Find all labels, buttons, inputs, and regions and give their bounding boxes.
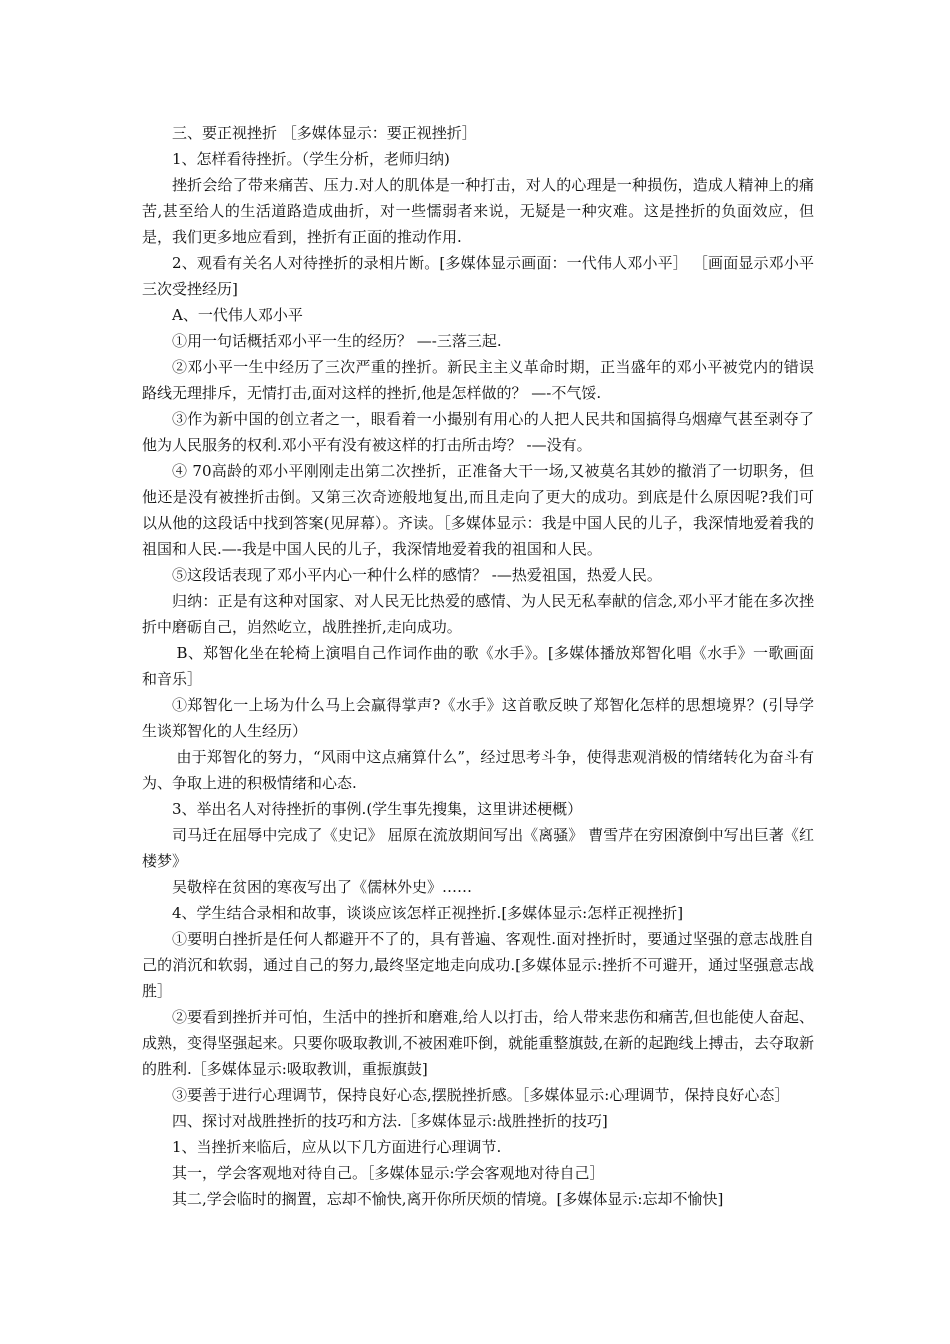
paragraph: 其二,学会临时的搁置，忘却不愉快,离开你所厌烦的情境。[多媒体显示:忘却不愉快]: [172, 1190, 724, 1208]
list-item: ③作为新中国的创立者之一，眼看着一小撮别有用心的人把人民共和国搞得乌烟瘴气甚至剥夺了他为人民服务的权利.邓小平有没有被这样的打击所击垮？ -—没有。: [142, 410, 814, 454]
subheading-3: 3、举出名人对待挫折的事例.(学生事先搜集，这里讲述梗概）: [172, 800, 583, 818]
subheading-1: 1、怎样看待挫折。（学生分析，老师归纳): [172, 150, 450, 168]
subheading-1: 1、当挫折来临后，应从以下几方面进行心理调节.: [172, 1138, 502, 1156]
subheading-a: A、一代伟人邓小平: [172, 306, 303, 324]
list-item: ⑤这段话表现了邓小平内心一种什么样的感情？ -—热爱祖国，热爱人民。: [172, 566, 662, 584]
paragraph: 挫折会给了带来痛苦、压力.对人的肌体是一种打击，对人的心理是一种损伤，造成人精神上的痛苦,甚至给人的生活道路造成曲折，对一些懦弱者来说，无疑是一种灾难。这是挫折的负面效应，但是，我们更多地应看到，挫折有正面的推动作用.: [142, 176, 814, 246]
list-item: ①用一句话概括邓小平一生的经历？ —-三落三起.: [172, 332, 502, 350]
document-page: [142, 120, 814, 1212]
list-item: ②邓小平一生中经历了三次严重的挫折。新民主主义革命时期，正当盛年的邓小平被党内的错误路线无理排斥，无情打击,面对这样的挫折,他是怎样做的？ —-不气馁.: [142, 358, 814, 402]
subheading-4: 4、学生结合录相和故事，谈谈应该怎样正视挫折.[多媒体显示:怎样正视挫折]: [172, 904, 684, 922]
paragraph: 由于郑智化的努力，“风雨中这点痛算什么”，经过思考斗争，使得悲观消极的情绪转化为奋斗有为、争取上进的积极情绪和心态.: [142, 748, 814, 792]
subheading-2: 2、观看有关名人对待挫折的录相片断。[多媒体显示画面：一代伟人邓小平］ ［画面显示邓小平三次受挫经历]: [142, 254, 814, 298]
list-item: ④ 70高龄的邓小平刚刚走出第二次挫折，正准备大干一场,又被莫名其妙的撤消了一切职务，但他还是没有被挫折击倒。又第三次奇迹般地复出,而且走向了更大的成功。到底是什么原因呢?我们可以从他的这段话中找到答案(见屏幕）。齐读。［多媒体显示：我是中国人民的儿子，我深情地爱着我的祖国和人民.—-我是中国人民的儿子，我深情地爱着我的祖国和人民。: [142, 462, 814, 558]
list-item: ①要明白挫折是任何人都避开不了的，具有普遍、客观性.面对挫折时，要通过坚强的意志战胜自己的消沉和软弱，通过自己的努力,最终坚定地走向成功.[多媒体显示:挫折不可避开，通过坚强意志战胜］: [142, 930, 814, 1000]
section-heading-4: 四、探讨对战胜挫折的技巧和方法.［多媒体显示:战胜挫折的技巧]: [172, 1112, 608, 1130]
list-item: ③要善于进行心理调节，保持良好心态,摆脱挫折感。［多媒体显示:心理调节，保持良好心态］: [172, 1086, 790, 1104]
paragraph: 吴敬梓在贫困的寒夜写出了《儒林外史》……: [172, 878, 473, 896]
summary-paragraph: 归纳：正是有这种对国家、对人民无比热爱的感情、为人民无私奉献的信念,邓小平才能在多次挫折中磨砺自己，岿然屹立，战胜挫折,走向成功。: [142, 592, 814, 636]
list-item: ②要看到挫折并可怕，生活中的挫折和磨难,给人以打击，给人带来悲伤和痛苦,但也能使人奋起、成熟，变得坚强起来。只要你吸取教训,不被困难吓倒，就能重整旗鼓,在新的起跑线上搏击，去夺取新的胜利.［多媒体显示:吸取教训，重振旗鼓]: [142, 1008, 814, 1078]
subheading-b: B、郑智化坐在轮椅上演唱自己作词作曲的歌《水手》。[多媒体播放郑智化唱《水手》一歌画面和音乐］: [142, 644, 814, 688]
paragraph: 司马迁在屈辱中完成了《史记》 屈原在流放期间写出《离骚》 曹雪芹在穷困潦倒中写出巨著《红楼梦》: [142, 826, 814, 870]
section-heading-3: 三、要正视挫折 ［多媒体显示：要正视挫折］: [172, 124, 477, 142]
paragraph: 其一，学会客观地对待自己。［多媒体显示:学会客观地对待自己］: [172, 1164, 605, 1182]
list-item: ①郑智化一上场为什么马上会赢得掌声?《水手》这首歌反映了郑智化怎样的思想境界？(引导学生谈郑智化的人生经历）: [142, 696, 814, 740]
